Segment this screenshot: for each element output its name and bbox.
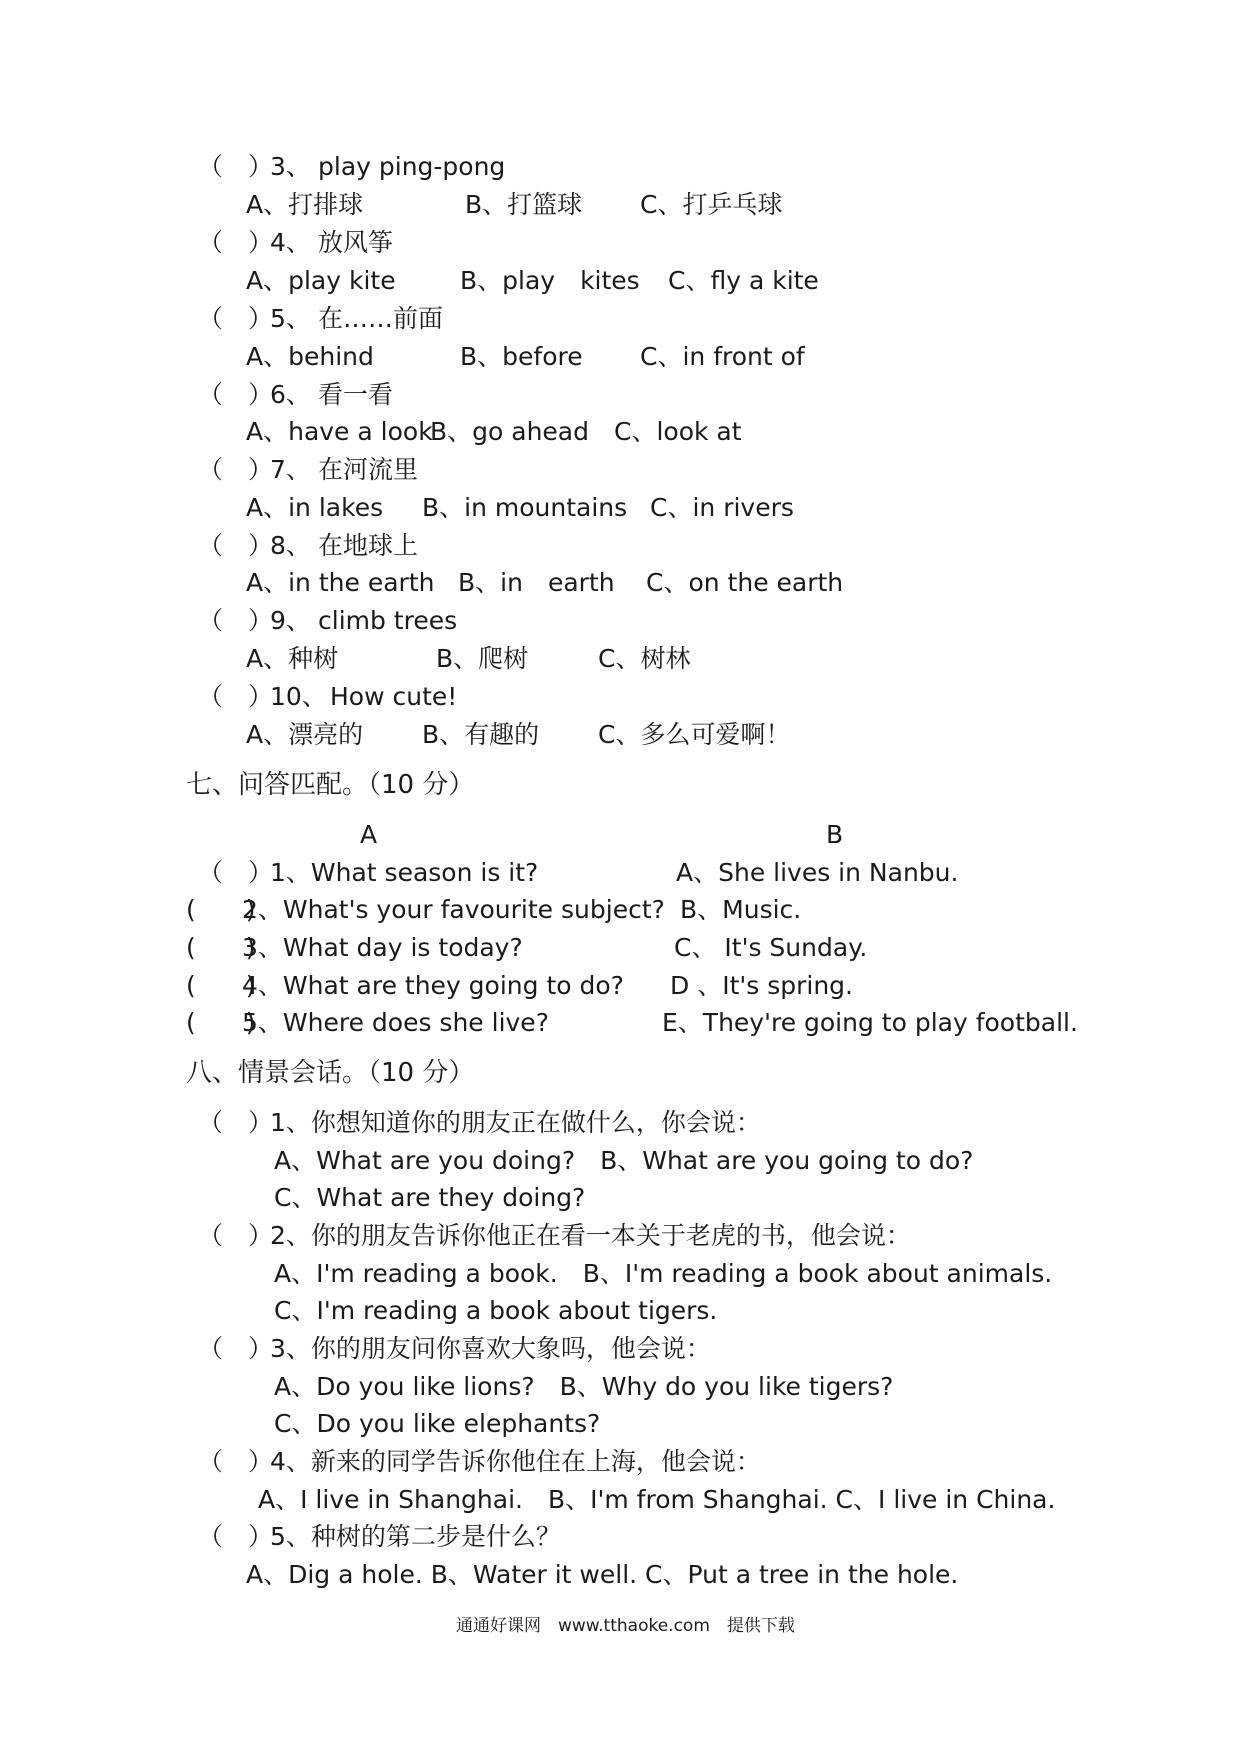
answer-blank[interactable]: ( ) [186, 895, 256, 924]
matching-answer: B、Music. [680, 895, 802, 924]
question-text: 在……前面 [318, 304, 444, 333]
option-line: A、Do you like lions? B、Why do you like tigers? [274, 1372, 894, 1401]
matching-answer: D 、It's spring. [670, 971, 853, 1000]
matching-question: 1、What season is it? [270, 858, 539, 887]
option-b: B、before [460, 342, 583, 371]
question-text: How cute! [330, 682, 458, 711]
question-text: 看一看 [318, 380, 394, 409]
question-number: 5、 [270, 304, 311, 333]
option-a: A、漂亮的 [246, 720, 364, 749]
question-text: 3、你的朋友问你喜欢大象吗，他会说： [270, 1334, 711, 1363]
answer-blank[interactable]: （ ） [198, 304, 274, 333]
option-b: B、有趣的 [422, 720, 540, 749]
option-b: B、爬树 [436, 644, 529, 673]
question-text: 1、你想知道你的朋友正在做什么，你会说： [270, 1108, 761, 1137]
answer-blank[interactable]: （ ） [198, 1447, 274, 1476]
answer-blank[interactable]: （ ） [198, 1108, 274, 1137]
answer-blank[interactable]: （ ） [198, 1522, 274, 1551]
section7-title: 七、问答匹配。（10 分） [186, 770, 475, 800]
matching-answer: E、They're going to play football. [662, 1008, 1078, 1037]
question-number: 7、 [270, 455, 311, 484]
option-c: C、in rivers [650, 493, 794, 522]
option-line: A、Dig a hole. B、Water it well. C、Put a tree in the hole. [246, 1560, 959, 1589]
answer-blank[interactable]: （ ） [198, 531, 274, 560]
question-number: 6、 [270, 380, 311, 409]
option-c: C、打乒乓球 [640, 190, 783, 219]
option-a: A、in lakes [246, 493, 384, 522]
question-number: 4、 [270, 228, 311, 257]
matching-question: 2、What's your favourite subject? [242, 895, 665, 924]
option-line: C、I'm reading a book about tigers. [274, 1296, 718, 1325]
column-a-header: A [360, 820, 378, 849]
option-c: C、in front of [640, 342, 805, 371]
option-line: C、What are they doing? [274, 1183, 586, 1212]
option-a: A、play kite [246, 266, 396, 295]
answer-blank[interactable]: （ ） [198, 380, 274, 409]
option-b: B、play kites [460, 266, 640, 295]
question-text: 放风筝 [318, 228, 394, 257]
matching-question: 5、Where does she live? [242, 1008, 549, 1037]
option-c: C、fly a kite [668, 266, 819, 295]
answer-blank[interactable]: ( ) [186, 1008, 256, 1037]
question-text: 2、你的朋友告诉你他正在看一本关于老虎的书，他会说： [270, 1221, 911, 1250]
column-b-header: B [826, 820, 844, 849]
option-c: C、look at [614, 417, 742, 446]
answer-blank[interactable]: （ ） [198, 1334, 274, 1363]
question-text: climb trees [318, 606, 458, 635]
matching-answer: A、She lives in Nanbu. [676, 858, 959, 887]
answer-blank[interactable]: （ ） [198, 228, 274, 257]
option-line: C、Do you like elephants? [274, 1409, 601, 1438]
question-text: 在河流里 [318, 455, 419, 484]
question-number: 3、 [270, 152, 311, 181]
answer-blank[interactable]: ( ) [186, 971, 256, 1000]
option-a: A、种树 [246, 644, 339, 673]
question-text: 5、种树的第二步是什么？ [270, 1522, 561, 1551]
question-number: 9、 [270, 606, 311, 635]
answer-blank[interactable]: ( ) [186, 933, 256, 962]
option-c: C、树林 [598, 644, 691, 673]
section8-title: 八、情景会话。（10 分） [186, 1058, 475, 1088]
matching-question: 4、What are they going to do? [242, 971, 624, 1000]
option-a: A、have a look [246, 417, 433, 446]
answer-blank[interactable]: （ ） [198, 455, 274, 484]
option-b: B、in mountains [422, 493, 628, 522]
option-c: C、多么可爱啊！ [598, 720, 791, 749]
answer-blank[interactable]: （ ） [198, 606, 274, 635]
option-b: B、go ahead [430, 417, 589, 446]
answer-blank[interactable]: （ ） [198, 682, 274, 711]
option-b: B、打篮球 [465, 190, 583, 219]
answer-blank[interactable]: （ ） [198, 858, 274, 887]
matching-answer: C、 It's Sunday. [674, 933, 868, 962]
matching-question: 3、What day is today? [242, 933, 523, 962]
option-line: A、I live in Shanghai. B、I'm from Shanghai. C、I live in China. [258, 1485, 1056, 1514]
option-a: A、in the earth [246, 568, 435, 597]
option-a: A、behind [246, 342, 374, 371]
option-b: B、in earth [458, 568, 615, 597]
option-line: A、What are you doing? B、What are you going to do? [274, 1146, 974, 1175]
question-text: 4、新来的同学告诉你他住在上海，他会说： [270, 1447, 761, 1476]
option-c: C、on the earth [646, 568, 844, 597]
question-number: 10、 [270, 682, 327, 711]
answer-blank[interactable]: （ ） [198, 152, 274, 181]
question-text: 在地球上 [318, 531, 419, 560]
option-line: A、I'm reading a book. B、I'm reading a book about animals. [274, 1259, 1053, 1288]
answer-blank[interactable]: （ ） [198, 1221, 274, 1250]
question-text: play ping-pong [318, 152, 506, 181]
option-a: A、打排球 [246, 190, 364, 219]
question-number: 8、 [270, 531, 311, 560]
page-footer: 通通好课网 www.tthaoke.com 提供下载 [456, 1616, 795, 1636]
